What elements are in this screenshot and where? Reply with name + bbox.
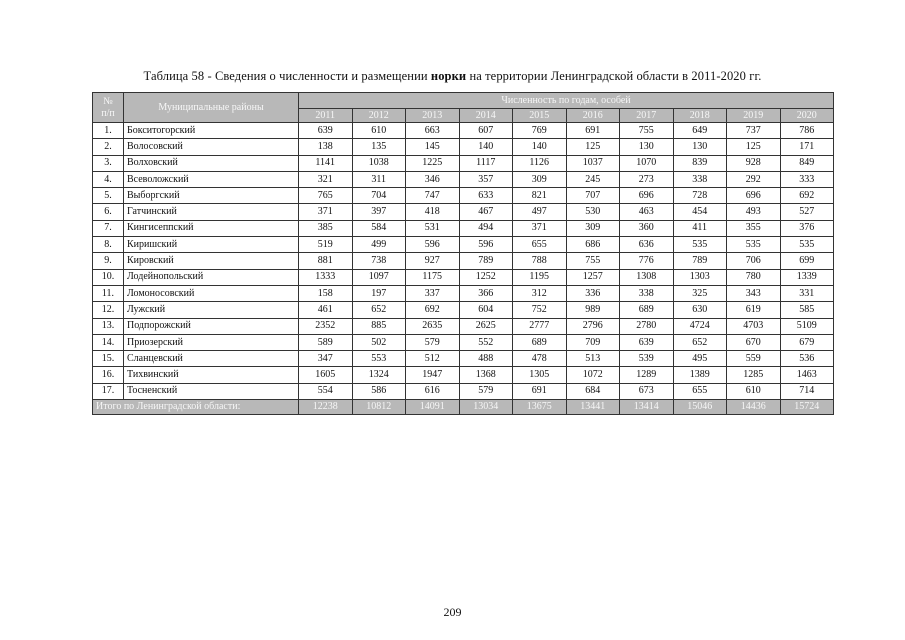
population-value: 527 <box>780 204 834 220</box>
population-value: 497 <box>513 204 567 220</box>
population-value: 355 <box>727 220 781 236</box>
population-value: 769 <box>513 123 567 139</box>
row-number: 2. <box>93 139 124 155</box>
population-value: 655 <box>673 383 727 399</box>
table-row <box>93 367 834 383</box>
population-value: 145 <box>406 139 460 155</box>
population-value: 494 <box>459 220 513 236</box>
row-number: 17. <box>93 383 124 399</box>
population-value: 467 <box>459 204 513 220</box>
population-value: 397 <box>352 204 406 220</box>
population-value: 655 <box>513 237 567 253</box>
population-value: 2777 <box>513 318 567 334</box>
population-value: 336 <box>566 285 620 301</box>
total-value: 14091 <box>406 400 460 415</box>
population-value: 312 <box>513 285 567 301</box>
year-header: 2013 <box>406 109 460 123</box>
mink-population-table <box>92 92 834 415</box>
population-value: 536 <box>780 351 834 367</box>
population-value: 309 <box>566 220 620 236</box>
population-value: 1339 <box>780 269 834 285</box>
population-value: 2635 <box>406 318 460 334</box>
table-row <box>93 123 834 139</box>
population-value: 2352 <box>299 318 353 334</box>
title-prefix: Таблица 58 - Сведения о численности и размещении <box>143 69 431 83</box>
table-body <box>93 123 834 415</box>
population-value: 554 <box>299 383 353 399</box>
total-value: 15046 <box>673 400 727 415</box>
population-value: 709 <box>566 334 620 350</box>
population-value: 696 <box>727 188 781 204</box>
population-value: 125 <box>727 139 781 155</box>
population-value: 630 <box>673 302 727 318</box>
population-value: 649 <box>673 123 727 139</box>
population-value: 559 <box>727 351 781 367</box>
population-value: 1072 <box>566 367 620 383</box>
population-value: 1324 <box>352 367 406 383</box>
row-number: 11. <box>93 285 124 301</box>
row-number: 8. <box>93 237 124 253</box>
population-value: 586 <box>352 383 406 399</box>
population-value: 738 <box>352 253 406 269</box>
population-value: 707 <box>566 188 620 204</box>
population-value: 610 <box>352 123 406 139</box>
population-value: 1333 <box>299 269 353 285</box>
district-name: Гатчинский <box>124 204 299 220</box>
table-row <box>93 204 834 220</box>
population-value: 616 <box>406 383 460 399</box>
population-value: 366 <box>459 285 513 301</box>
population-value: 633 <box>459 188 513 204</box>
population-value: 689 <box>513 334 567 350</box>
population-value: 747 <box>406 188 460 204</box>
header-num: № п/п <box>93 93 124 123</box>
population-value: 158 <box>299 285 353 301</box>
district-name: Киришский <box>124 237 299 253</box>
population-value: 788 <box>513 253 567 269</box>
total-label: Итого по Ленинградской области: <box>93 400 299 415</box>
population-value: 1070 <box>620 155 674 171</box>
population-value: 670 <box>727 334 781 350</box>
population-value: 780 <box>727 269 781 285</box>
total-value: 13414 <box>620 400 674 415</box>
population-value: 325 <box>673 285 727 301</box>
district-name: Лодейнопольский <box>124 269 299 285</box>
population-value: 1225 <box>406 155 460 171</box>
district-name: Тосненский <box>124 383 299 399</box>
year-header: 2016 <box>566 109 620 123</box>
population-value: 692 <box>780 188 834 204</box>
population-value: 776 <box>620 253 674 269</box>
population-value: 663 <box>406 123 460 139</box>
population-value: 691 <box>513 383 567 399</box>
row-number: 7. <box>93 220 124 236</box>
table-row <box>93 139 834 155</box>
population-value: 639 <box>620 334 674 350</box>
district-name: Лужский <box>124 302 299 318</box>
population-value: 691 <box>566 123 620 139</box>
total-value: 15724 <box>780 400 834 415</box>
row-number: 3. <box>93 155 124 171</box>
population-value: 755 <box>566 253 620 269</box>
district-name: Кингисеппский <box>124 220 299 236</box>
population-value: 1175 <box>406 269 460 285</box>
population-value: 140 <box>459 139 513 155</box>
population-value: 499 <box>352 237 406 253</box>
population-value: 696 <box>620 188 674 204</box>
total-value: 13441 <box>566 400 620 415</box>
population-value: 584 <box>352 220 406 236</box>
population-value: 463 <box>620 204 674 220</box>
population-value: 704 <box>352 188 406 204</box>
population-value: 5109 <box>780 318 834 334</box>
row-number: 12. <box>93 302 124 318</box>
population-value: 714 <box>780 383 834 399</box>
population-value: 411 <box>673 220 727 236</box>
table-row <box>93 302 834 318</box>
row-number: 6. <box>93 204 124 220</box>
population-value: 454 <box>673 204 727 220</box>
row-number: 10. <box>93 269 124 285</box>
population-value: 589 <box>299 334 353 350</box>
district-name: Выборгский <box>124 188 299 204</box>
row-number: 15. <box>93 351 124 367</box>
population-value: 1947 <box>406 367 460 383</box>
year-header: 2015 <box>513 109 567 123</box>
population-value: 639 <box>299 123 353 139</box>
table-row <box>93 318 834 334</box>
population-value: 699 <box>780 253 834 269</box>
population-value: 333 <box>780 171 834 187</box>
population-value: 885 <box>352 318 406 334</box>
population-value: 765 <box>299 188 353 204</box>
population-value: 357 <box>459 171 513 187</box>
population-value: 502 <box>352 334 406 350</box>
population-value: 338 <box>673 171 727 187</box>
page-title <box>0 69 905 84</box>
year-header: 2014 <box>459 109 513 123</box>
population-value: 737 <box>727 123 781 139</box>
population-value: 1305 <box>513 367 567 383</box>
population-value: 839 <box>673 155 727 171</box>
population-value: 1097 <box>352 269 406 285</box>
population-value: 418 <box>406 204 460 220</box>
population-value: 1285 <box>727 367 781 383</box>
table-row <box>93 383 834 399</box>
table-row <box>93 334 834 350</box>
row-number: 1. <box>93 123 124 139</box>
population-value: 495 <box>673 351 727 367</box>
population-value: 728 <box>673 188 727 204</box>
population-value: 539 <box>620 351 674 367</box>
header-district: Муниципальные районы <box>124 93 299 123</box>
year-header: 2018 <box>673 109 727 123</box>
population-value: 513 <box>566 351 620 367</box>
population-value: 636 <box>620 237 674 253</box>
population-value: 343 <box>727 285 781 301</box>
population-value: 347 <box>299 351 353 367</box>
population-value: 604 <box>459 302 513 318</box>
population-value: 1605 <box>299 367 353 383</box>
population-value: 1038 <box>352 155 406 171</box>
year-header: 2011 <box>299 109 353 123</box>
population-value: 596 <box>406 237 460 253</box>
population-value: 684 <box>566 383 620 399</box>
population-value: 309 <box>513 171 567 187</box>
population-value: 1117 <box>459 155 513 171</box>
page-number: 209 <box>443 605 462 619</box>
population-value: 346 <box>406 171 460 187</box>
population-value: 245 <box>566 171 620 187</box>
population-value: 4724 <box>673 318 727 334</box>
population-value: 686 <box>566 237 620 253</box>
total-row <box>93 400 834 415</box>
population-value: 371 <box>513 220 567 236</box>
total-value: 14436 <box>727 400 781 415</box>
row-number: 4. <box>93 171 124 187</box>
table-row <box>93 171 834 187</box>
population-value: 607 <box>459 123 513 139</box>
table-row <box>93 253 834 269</box>
population-value: 461 <box>299 302 353 318</box>
population-value: 337 <box>406 285 460 301</box>
population-value: 679 <box>780 334 834 350</box>
population-value: 789 <box>459 253 513 269</box>
total-value: 13675 <box>513 400 567 415</box>
population-value: 1308 <box>620 269 674 285</box>
population-value: 535 <box>780 237 834 253</box>
year-header: 2019 <box>727 109 781 123</box>
population-value: 2625 <box>459 318 513 334</box>
population-value: 4703 <box>727 318 781 334</box>
district-name: Тихвинский <box>124 367 299 383</box>
population-value: 1463 <box>780 367 834 383</box>
population-value: 552 <box>459 334 513 350</box>
population-value: 579 <box>459 383 513 399</box>
population-value: 360 <box>620 220 674 236</box>
table-row <box>93 188 834 204</box>
population-value: 125 <box>566 139 620 155</box>
population-value: 140 <box>513 139 567 155</box>
population-value: 321 <box>299 171 353 187</box>
header-group: Численность по годам, особей <box>299 93 834 109</box>
title-suffix: на территории Ленинградской области в 2011-2020 гг. <box>466 69 762 83</box>
population-value: 585 <box>780 302 834 318</box>
table-row <box>93 269 834 285</box>
population-value: 786 <box>780 123 834 139</box>
population-value: 371 <box>299 204 353 220</box>
row-number: 13. <box>93 318 124 334</box>
population-value: 821 <box>513 188 567 204</box>
table-row <box>93 220 834 236</box>
row-number: 5. <box>93 188 124 204</box>
population-value: 292 <box>727 171 781 187</box>
total-value: 13034 <box>459 400 513 415</box>
district-name: Ломоносовский <box>124 285 299 301</box>
population-value: 579 <box>406 334 460 350</box>
population-value: 1368 <box>459 367 513 383</box>
year-header: 2017 <box>620 109 674 123</box>
population-value: 535 <box>727 237 781 253</box>
population-value: 2796 <box>566 318 620 334</box>
population-value: 706 <box>727 253 781 269</box>
population-value: 197 <box>352 285 406 301</box>
population-value: 519 <box>299 237 353 253</box>
population-value: 2780 <box>620 318 674 334</box>
population-value: 376 <box>780 220 834 236</box>
population-value: 927 <box>406 253 460 269</box>
population-value: 512 <box>406 351 460 367</box>
population-value: 1389 <box>673 367 727 383</box>
district-name: Всеволожский <box>124 171 299 187</box>
population-value: 385 <box>299 220 353 236</box>
population-value: 849 <box>780 155 834 171</box>
population-value: 1126 <box>513 155 567 171</box>
population-value: 273 <box>620 171 674 187</box>
population-value: 1252 <box>459 269 513 285</box>
population-value: 928 <box>727 155 781 171</box>
population-value: 610 <box>727 383 781 399</box>
population-value: 130 <box>620 139 674 155</box>
population-value: 1141 <box>299 155 353 171</box>
population-value: 493 <box>727 204 781 220</box>
population-value: 530 <box>566 204 620 220</box>
population-value: 673 <box>620 383 674 399</box>
district-name: Волосовский <box>124 139 299 155</box>
table-row <box>93 285 834 301</box>
table-row <box>93 237 834 253</box>
year-header: 2020 <box>780 109 834 123</box>
population-value: 881 <box>299 253 353 269</box>
population-value: 1257 <box>566 269 620 285</box>
row-number: 14. <box>93 334 124 350</box>
district-name: Волховский <box>124 155 299 171</box>
population-value: 596 <box>459 237 513 253</box>
population-value: 1195 <box>513 269 567 285</box>
population-value: 531 <box>406 220 460 236</box>
population-value: 752 <box>513 302 567 318</box>
population-value: 138 <box>299 139 353 155</box>
population-value: 535 <box>673 237 727 253</box>
population-value: 331 <box>780 285 834 301</box>
population-value: 1037 <box>566 155 620 171</box>
total-value: 10812 <box>352 400 406 415</box>
table-row <box>93 155 834 171</box>
population-value: 478 <box>513 351 567 367</box>
row-number: 16. <box>93 367 124 383</box>
population-value: 130 <box>673 139 727 155</box>
district-name: Бокситогорский <box>124 123 299 139</box>
total-value: 12238 <box>299 400 353 415</box>
population-value: 488 <box>459 351 513 367</box>
district-name: Сланцевский <box>124 351 299 367</box>
year-header: 2012 <box>352 109 406 123</box>
title-bold: норки <box>430 69 467 83</box>
population-value: 135 <box>352 139 406 155</box>
population-value: 311 <box>352 171 406 187</box>
district-name: Приозерский <box>124 334 299 350</box>
population-value: 692 <box>406 302 460 318</box>
district-name: Подпорожский <box>124 318 299 334</box>
population-value: 553 <box>352 351 406 367</box>
population-value: 689 <box>620 302 674 318</box>
population-value: 619 <box>727 302 781 318</box>
population-value: 652 <box>352 302 406 318</box>
population-value: 338 <box>620 285 674 301</box>
population-value: 652 <box>673 334 727 350</box>
population-value: 1303 <box>673 269 727 285</box>
population-value: 171 <box>780 139 834 155</box>
row-number: 9. <box>93 253 124 269</box>
population-value: 989 <box>566 302 620 318</box>
table-row <box>93 351 834 367</box>
population-value: 755 <box>620 123 674 139</box>
district-name: Кировский <box>124 253 299 269</box>
population-value: 789 <box>673 253 727 269</box>
population-value: 1289 <box>620 367 674 383</box>
